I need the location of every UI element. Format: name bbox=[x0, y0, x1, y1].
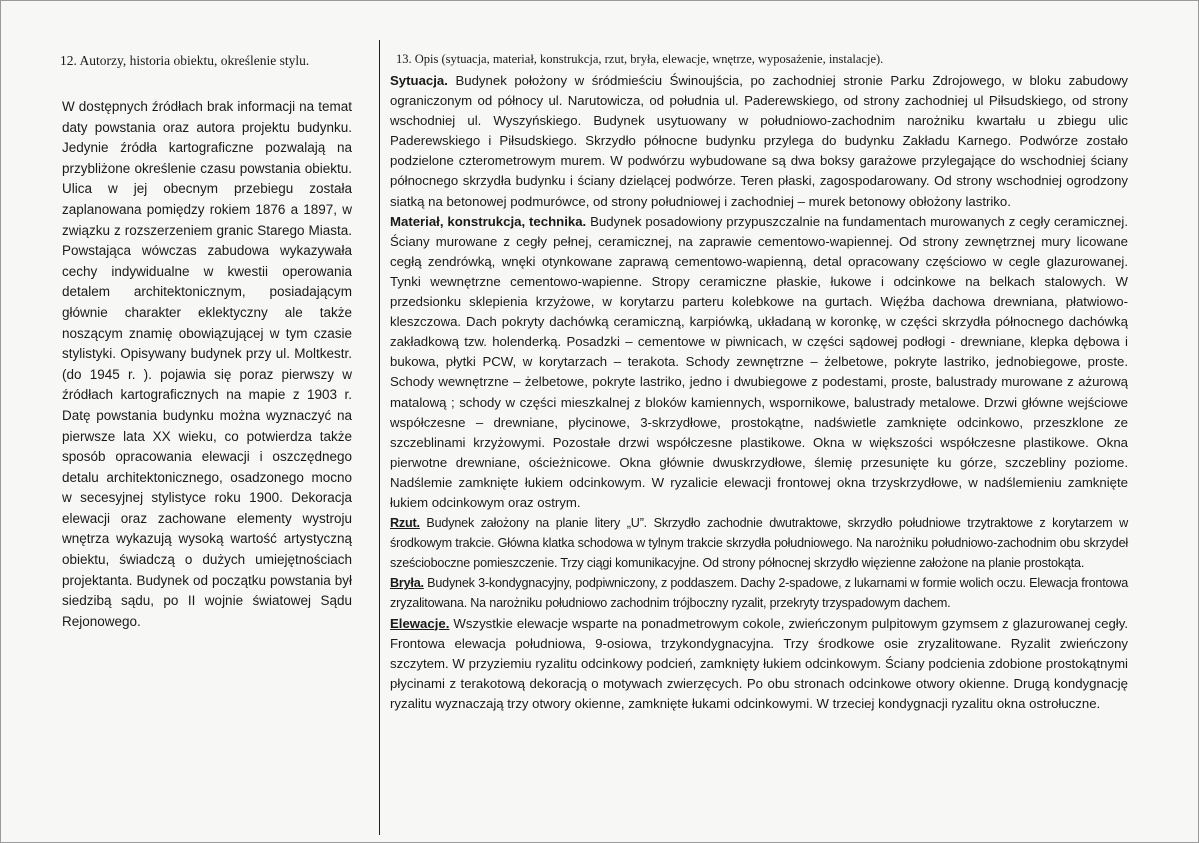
material-paragraph bbox=[390, 212, 1128, 513]
situation-paragraph bbox=[390, 71, 1128, 212]
history-column bbox=[60, 52, 352, 632]
section-12-heading: 12. Autorzy, historia obiektu, określenie stylu. bbox=[60, 53, 310, 68]
column-divider bbox=[379, 40, 380, 835]
elevations-paragraph bbox=[390, 614, 1128, 714]
plan-text: Budynek założony na planie litery „U”. Skrzydło zachodnie dwutraktowe, skrzydło południowe trzytraktowe z korytarzem w środkowym trakcie. Główna klatka schodowa w tylnym trakcie skrzydła południowego. Na narożniku południowo-zachodnim obu skrzydeł sześcioboczne pomieszczenie. Trzy ciągi komunikacyjne. Od strony północnej skrzydło więzienne założone na planie prostokąta. bbox=[390, 516, 1128, 571]
material-text: Budynek posadowiony przypuszczalnie na fundamentach murowanych z cegły ceramicznej. Ściany murowane z cegły pełnej, ceramicznej, na zaprawie cementowo-wapiennej. Od strony zewnętrznej mury licowane cegłą zendrówką, wnęki otynkowane zaprawą cementowo-wapienną, detal opracowany częściowo w cegle glazurowanej. Tynki wewnętrzne cementowo-wapienne. Stropy ceramiczne płaskie, łukowe i odcinkowe na belkach stalowych. W przedsionku sklepienia krzyżowe, w korytarzu parteru kolebkowe na gurtach. Więźba dachowa drewniana, płatwiowo-kleszczowa. Dach pokryty dachówką ceramiczną, karpiówką, układaną w koronkę, w części skrzydła północnego dachówką zakładkową tzw. holenderką. Posadzki – cementowe w piwnicach, w części sądowej podłogi - drewniane, klepka dębowa i bukowa, płytki PCW, w korytarzach – terakota. Schody zewnętrzne – żelbetowe, pokryte lastriko, jednobiegowe, proste. Schody wewnętrzne – żelbetowe, pokryte lastriko, jedno i dwubiegowe z podestami, proste, balustrady murowane z ażurową matalową ; schody w części mieszkalnej z bloków kamiennych, wspornikowe, balustrady metalowe. Drzwi główne wejściowe współczesne – drewniane, płycinowe, 3-skrzydłowe, prostokątne, nadświetle zamknięte odcinkowo, przeszklone ze szczeblinami krzyżowymi. Pozostałe drzwi współczesne plastikowe. Okna w większości współczesne plastikowe. Okna pierwotne drewniane, ościeżnicowe. Okna głównie dwuskrzydłowe, ślemię przesunięte ku górze, szczebliny poziome. Nadślemie zamknięte łukiem odcinkowym. W ryzalicie elewacji frontowej okna trzyskrzydłowe, w nadślemieniu zamknięte łukiem odcinkowym oraz ostrym. bbox=[390, 213, 1128, 510]
elevations-label: Elewacje. bbox=[390, 615, 450, 631]
massing-label: Bryła. bbox=[390, 576, 424, 591]
material-label: Materiał, konstrukcja, technika. bbox=[390, 213, 587, 229]
section-13-heading: 13. Opis (sytuacja, materiał, konstrukcja, rzut, bryła, elewacje, wnętrze, wyposażenie, instalacje). bbox=[396, 52, 884, 66]
elevations-text: Wszystkie elewacje wsparte na ponadmetrowym cokole, zwieńczonym pulpitowym gzymsem z glazurowanej cegły. Frontowa elewacja południowa, 9-osiowa, trzykondygnacyjna. Trzy środkowe osie zryzalitowane. Ryzalit zwieńczony szczytem. W przyziemiu ryzalitu odcinkowy podcień, zamknięty łukiem odcinkowym. Ściany podcienia zdobione prostokątnymi płycinami z terakotową dekoracją o motywach zwierzęcych. Po obu stronach odcinkowe otwory okienne. Drugą kondygnację ryzalitu wyznaczają trzy otwory okienne, zamknięte łukami odcinkowymi. W trzeciej kondygnacji ryzalitu okna ostrołuczne. bbox=[390, 615, 1128, 711]
plan-label: Rzut. bbox=[390, 516, 420, 531]
situation-text: Budynek położony w śródmieściu Świnoujścia, po zachodniej stronie Parku Zdrojowego, w bloku zabudowy ograniczonym od północy ul. Narutowicza, od południa ul. Paderewskiego, od strony zachodniej ul Piłsudskiego, od strony wschodniej ul. Wyszyńskiego. Budynek usytuowany w południowo-zachodnim narożniku kwartału u zbiegu ulic Paderewskiego i Piłsudskiego. Skrzydło północne budynku przylega do budynku Zakładu Karnego. Podwórze zostało podzielone czterometrowym murem. W podwórzu wybudowane są dwa boksy garażowe przylegające do wschodniej ściany północnego skrzydła budynku i ściany dzielącej podwórze. Teren płaski, zagospodarowany. Od strony wschodniej ogrodzony siatką na betonowej podmurówce, od strony południowej i zachodniej – murek betonowy obłożony lastriko. bbox=[390, 73, 1128, 209]
massing-paragraph bbox=[390, 573, 1128, 613]
description-column bbox=[390, 51, 1128, 714]
plan-paragraph bbox=[390, 513, 1128, 573]
massing-text: Budynek 3-kondygnacyjny, podpiwniczony, z poddaszem. Dachy 2-spadowe, z lukarnami w formie wolich oczu. Elewacja frontowa zryzalitowana. Na narożniku południowo zachodnim trójboczny ryzalit, przekryty trzyspadowym dachem. bbox=[390, 576, 1128, 611]
history-text: W dostępnych źródłach brak informacji na temat daty powstania oraz autora projektu budynku. Jedynie źródła kartograficzne pozwalają na przybliżone określenie czasu powstania obiektu. Ulica w jej obecnym przebiegu została zaplanowana pomiędzy rokiem 1876 a 1897, w związku z rozszerzeniem granic Starego Miasta. Powstająca wówczas zabudowa wykazywała cechy indywidualne w kwestii operowania detalem architektonicznym, posiadającym głównie charakter eklektyczny ale także noszącym znamię obowiązującej w tym czasie stylistyki. Opisywany budynek przy ul. Moltkestr. (do 1945 r. ). pojawia się poraz pierwszy w źródłach kartograficznych na mapie z 1903 r. Datę powstania budynku można wyznaczyć na pierwsze lata XX wieku, co potwierdza także sposób opracowania elewacji i oszczędnego detalu architektonicznego, osadzonego mocno w secesyjnej stylistyce roku 1900. Dekoracja elewacji oraz zachowane elementy wystroju wnętrza wykazują wysoką wartość artystyczną obiektu, świadczą o dużych umiejętnościach projektanta. Budynek od początku powstania był siedzibą sądu, po II wojnie światowej Sądu Rejonowego. bbox=[62, 99, 352, 629]
situation-label: Sytuacja. bbox=[390, 73, 448, 88]
